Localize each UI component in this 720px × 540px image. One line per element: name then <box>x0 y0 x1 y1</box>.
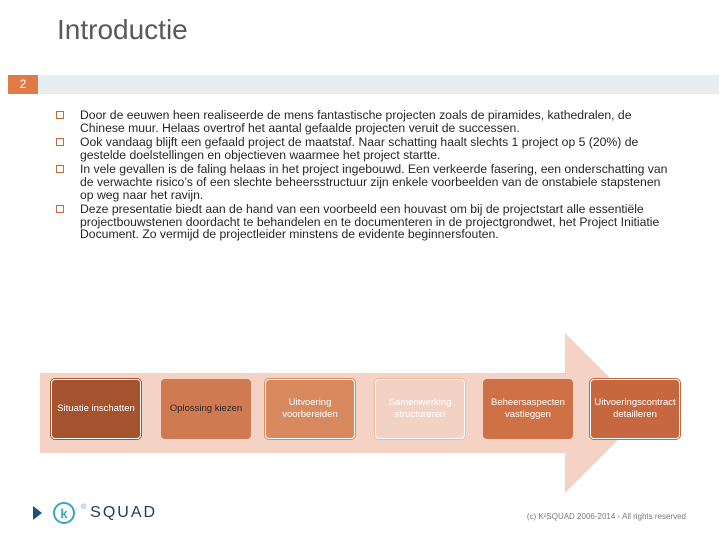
step-samenwerking-structureren: Samenwerking structureren <box>375 379 465 439</box>
company-logo: k ® SQUAD <box>53 502 157 524</box>
bullet-square-icon <box>56 138 64 146</box>
page-number: 2 <box>8 75 38 94</box>
header-bar <box>8 75 719 94</box>
step-uitvoeringscontract-detailleren: Uitvoeringscontract detailleren <box>590 379 680 439</box>
footer-arrow-icon <box>33 506 42 520</box>
bullet-item: Deze presentatie biedt aan de hand van een voorbeeld een houvast om bij de projectstart alle essentiële projectbouwstenen doordacht te behandelen en te documenteren in de projectgrondwet, het Project Initiatie Document. Zo vermijd de projectleider minstens de evidente beginnersfouten. <box>56 203 676 241</box>
slide-title: Introductie <box>57 14 188 45</box>
bullet-item: Door de eeuwen heen realiseerde de mens fantastische projecten zoals de piramides, kathedralen, de Chinese muur. Helaas overtrof het aantal gefaalde projecten veruit de successen. <box>56 109 676 134</box>
bullet-square-icon <box>56 111 64 119</box>
logo-text: SQUAD <box>90 504 158 521</box>
step-oplossing-kiezen: Oplossing kiezen <box>161 379 251 439</box>
bullet-list <box>56 109 676 243</box>
bullet-square-icon <box>56 165 64 173</box>
logo-circle-icon: k <box>53 502 75 524</box>
bullet-item: In vele gevallen is de faling helaas in het project ingebouwd. Een verkeerde fasering, een onderschatting van de verwachte risico’s of een slechte beheersstructuur zijn enkele voorbeelden van de onstabiele stapstenen op weg naar het ravijn. <box>56 163 676 201</box>
step-situatie-inschatten: Situatie inschatten <box>51 379 141 439</box>
bullet-item: Ook vandaag blijft een gefaald project de maatstaf. Naar schatting haalt slechts 1 project op 5 (20%) de gestelde doelstellingen en objectieven waarmee het project startte. <box>56 136 676 161</box>
step-uitvoering-voorbereiden: Uitvoering voorbereiden <box>265 379 355 439</box>
bullet-square-icon <box>56 205 64 213</box>
step-beheersaspecten-vastleggen: Beheersaspecten vastleggen <box>483 379 573 439</box>
copyright-text: (c) K²SQUAD 2006-2014 - All rights reserved <box>526 512 686 521</box>
